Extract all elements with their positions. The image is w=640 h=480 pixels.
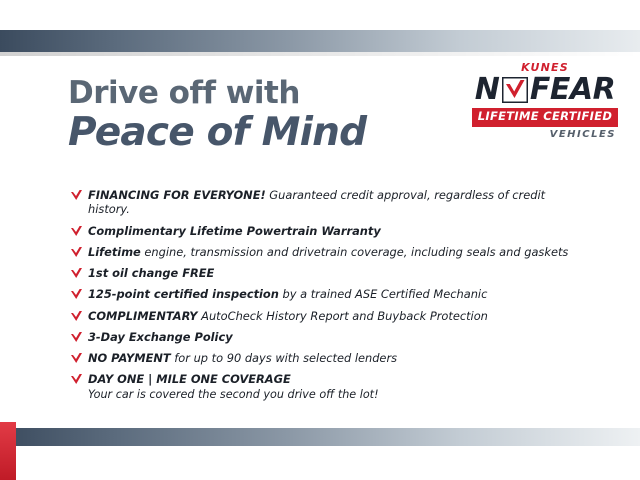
logo-subtitle: VEHICLES — [549, 128, 616, 140]
list-item-text — [88, 287, 487, 301]
list-item — [70, 266, 590, 280]
list-item-text — [88, 372, 291, 386]
list-item-rest: by a trained ASE Certified Mechanic — [278, 287, 488, 302]
list-item-strong: FINANCING FOR EVERYONE! — [88, 188, 266, 202]
list-item-strong: Lifetime — [88, 244, 141, 259]
list-item-strong: 125-point certified inspection — [88, 287, 279, 302]
logo-word-fear: FEAR — [529, 72, 616, 107]
list-item-strong: 3-Day Exchange Policy — [88, 329, 233, 344]
list-item-rest: engine, transmission and drivetrain coverage, including seals and gaskets — [140, 244, 569, 259]
list-item-rest: AutoCheck History Report and Buyback Protection — [197, 308, 488, 323]
check-mark-icon — [502, 77, 528, 103]
list-item-text — [88, 351, 397, 365]
check-mark-icon — [70, 188, 88, 202]
check-mark-icon — [70, 266, 88, 280]
check-mark-icon — [70, 224, 88, 238]
check-mark-icon — [70, 330, 88, 344]
left-red-stripe — [0, 422, 16, 480]
bottom-white-strip — [0, 446, 640, 480]
headline-line-1: Drive off with — [68, 75, 300, 111]
list-item — [70, 245, 590, 259]
top-band-shadow — [0, 52, 640, 56]
list-item — [70, 287, 590, 301]
bottom-gradient-band — [0, 428, 640, 446]
list-item-text — [88, 245, 568, 259]
check-mark-icon — [70, 245, 88, 259]
top-gradient-band — [0, 30, 640, 52]
benefits-list — [70, 188, 590, 402]
check-mark-icon — [70, 287, 88, 301]
list-item-text — [88, 330, 233, 344]
list-item — [70, 351, 590, 365]
list-item-strong: NO PAYMENT — [88, 351, 171, 365]
list-item-strong: 1st oil change FREE — [88, 266, 215, 280]
list-item — [70, 224, 590, 238]
list-item — [70, 372, 590, 386]
list-item-strong: DAY ONE | MILE ONE COVERAGE — [88, 372, 291, 387]
list-item-text — [88, 309, 488, 323]
check-mark-icon — [70, 351, 88, 365]
logo-brand-text: KUNES — [521, 61, 569, 74]
check-mark-icon — [70, 309, 88, 323]
check-mark-icon — [70, 372, 88, 386]
logo-no-fear-wordmark — [472, 72, 618, 107]
logo-lifetime-banner: LIFETIME CERTIFIED — [472, 108, 618, 127]
list-item — [70, 309, 590, 323]
page-title — [68, 75, 488, 155]
headline-line-2: Peace of Mind — [68, 110, 367, 155]
list-item-strong: COMPLIMENTARY — [88, 308, 198, 323]
list-item-rest: Guaranteed credit approval, regardless of credit history. — [88, 188, 546, 217]
list-item-rest: for up to 90 days with selected lenders — [170, 351, 398, 365]
list-item — [70, 188, 590, 217]
logo-letter-n: N — [474, 72, 500, 107]
list-item-subtext: Your car is covered the second you drive off the lot! — [88, 387, 379, 401]
list-item-text — [88, 188, 590, 217]
list-item-text — [88, 266, 214, 280]
list-item-strong: Complimentary Lifetime Powertrain Warranty — [88, 223, 381, 238]
list-item — [70, 330, 590, 344]
kunes-no-fear-logo — [472, 62, 618, 140]
list-item-text — [88, 224, 381, 238]
